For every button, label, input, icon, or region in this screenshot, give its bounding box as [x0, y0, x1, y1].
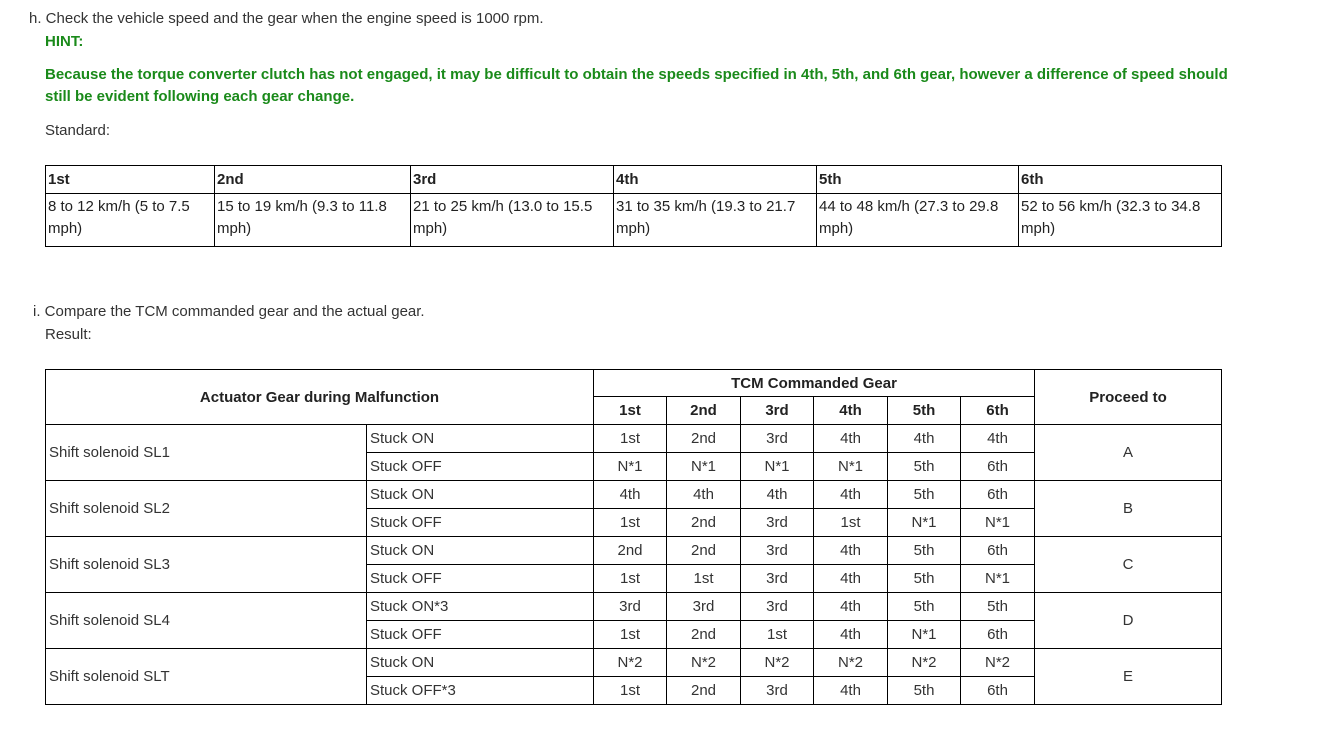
malfunction-mode: Stuck ON*3 — [367, 593, 594, 621]
gear-column-header: 6th — [961, 397, 1035, 425]
actual-gear-cell: 1st — [814, 509, 888, 537]
actual-gear-cell: 6th — [961, 453, 1035, 481]
actual-gear-cell: N*2 — [888, 649, 961, 677]
hint-label: HINT: — [45, 33, 84, 50]
step-i-text: i. Compare the TCM commanded gear and the actual gear. — [33, 303, 425, 320]
std-gear-header: 6th — [1019, 166, 1222, 194]
proceed-to-cell: E — [1035, 649, 1222, 705]
solenoid-name: Shift solenoid SL3 — [46, 537, 367, 593]
actual-gear-cell: 3rd — [741, 593, 814, 621]
malfunction-mode: Stuck OFF — [367, 509, 594, 537]
proceed-to-cell: A — [1035, 425, 1222, 481]
std-speed-value: 44 to 48 km/h (27.3 to 29.8 mph) — [817, 194, 1019, 247]
actual-gear-cell: 4th — [814, 593, 888, 621]
actual-gear-cell: N*2 — [741, 649, 814, 677]
std-gear-header: 3rd — [411, 166, 614, 194]
std-gear-header: 1st — [46, 166, 215, 194]
proceed-to-header: Proceed to — [1035, 370, 1222, 425]
solenoid-name: Shift solenoid SL1 — [46, 425, 367, 481]
gear-column-header: 1st — [594, 397, 667, 425]
actual-gear-cell: 6th — [961, 621, 1035, 649]
actual-gear-cell: N*1 — [814, 453, 888, 481]
actual-gear-cell: 1st — [594, 621, 667, 649]
actual-gear-cell: 3rd — [741, 565, 814, 593]
actual-gear-cell: 2nd — [594, 537, 667, 565]
actual-gear-cell: 4th — [741, 481, 814, 509]
actual-gear-cell: 2nd — [667, 425, 741, 453]
actual-gear-cell: 2nd — [667, 537, 741, 565]
result-row — [46, 537, 1222, 565]
proceed-to-cell: C — [1035, 537, 1222, 593]
actual-gear-cell: 5th — [888, 593, 961, 621]
actual-gear-cell: 5th — [888, 537, 961, 565]
actual-gear-cell: N*1 — [961, 565, 1035, 593]
result-row — [46, 593, 1222, 621]
malfunction-mode: Stuck OFF*3 — [367, 677, 594, 705]
result-row — [46, 649, 1222, 677]
gear-column-header: 2nd — [667, 397, 741, 425]
actual-gear-cell: 6th — [961, 677, 1035, 705]
gear-column-header: 5th — [888, 397, 961, 425]
actual-gear-cell: 4th — [814, 481, 888, 509]
actual-gear-cell: 6th — [961, 537, 1035, 565]
actual-gear-cell: 2nd — [667, 621, 741, 649]
actual-gear-cell: N*2 — [667, 649, 741, 677]
step-h-text: h. Check the vehicle speed and the gear when the engine speed is 1000 rpm. — [29, 10, 544, 27]
gear-column-header: 3rd — [741, 397, 814, 425]
actual-gear-cell: 4th — [814, 537, 888, 565]
actual-gear-cell: 6th — [961, 481, 1035, 509]
actual-gear-cell: 4th — [667, 481, 741, 509]
actual-gear-cell: N*1 — [888, 509, 961, 537]
result-row — [46, 481, 1222, 509]
actual-gear-cell: 4th — [888, 425, 961, 453]
actual-gear-cell: 4th — [814, 565, 888, 593]
actual-gear-cell: 1st — [594, 677, 667, 705]
std-speed-value: 21 to 25 km/h (13.0 to 15.5 mph) — [411, 194, 614, 247]
actual-gear-cell: 2nd — [667, 509, 741, 537]
malfunction-mode: Stuck OFF — [367, 453, 594, 481]
std-gear-header: 4th — [614, 166, 817, 194]
actual-gear-cell: 4th — [814, 621, 888, 649]
actual-gear-cell: 4th — [814, 425, 888, 453]
actual-gear-cell: 3rd — [741, 425, 814, 453]
std-speed-value: 52 to 56 km/h (32.3 to 34.8 mph) — [1019, 194, 1222, 247]
malfunction-mode: Stuck ON — [367, 425, 594, 453]
actual-gear-cell: 1st — [741, 621, 814, 649]
actual-gear-cell: 5th — [888, 453, 961, 481]
malfunction-mode: Stuck ON — [367, 537, 594, 565]
actual-gear-cell: N*1 — [741, 453, 814, 481]
actual-gear-cell: N*2 — [814, 649, 888, 677]
proceed-to-cell: D — [1035, 593, 1222, 649]
actual-gear-cell: 1st — [667, 565, 741, 593]
actual-gear-cell: N*2 — [594, 649, 667, 677]
actual-gear-cell: 3rd — [741, 537, 814, 565]
std-speed-value: 31 to 35 km/h (19.3 to 21.7 mph) — [614, 194, 817, 247]
result-label: Result: — [45, 326, 92, 343]
result-row — [46, 425, 1222, 453]
std-gear-header: 2nd — [215, 166, 411, 194]
actual-gear-cell: 3rd — [741, 677, 814, 705]
proceed-to-cell: B — [1035, 481, 1222, 537]
actual-gear-cell: 1st — [594, 509, 667, 537]
standard-speed-table — [45, 165, 1222, 247]
result-table — [45, 369, 1222, 705]
actual-gear-cell: N*1 — [888, 621, 961, 649]
malfunction-mode: Stuck ON — [367, 481, 594, 509]
malfunction-mode: Stuck OFF — [367, 621, 594, 649]
solenoid-name: Shift solenoid SL2 — [46, 481, 367, 537]
actual-gear-cell: 1st — [594, 565, 667, 593]
actual-gear-cell: 3rd — [741, 509, 814, 537]
actual-gear-cell: 1st — [594, 425, 667, 453]
malfunction-mode: Stuck ON — [367, 649, 594, 677]
solenoid-name: Shift solenoid SLT — [46, 649, 367, 705]
actual-gear-cell: 5th — [961, 593, 1035, 621]
gear-column-header: 4th — [814, 397, 888, 425]
actual-gear-cell: N*1 — [961, 509, 1035, 537]
actual-gear-cell: 3rd — [594, 593, 667, 621]
malfunction-mode: Stuck OFF — [367, 565, 594, 593]
actual-gear-cell: 4th — [961, 425, 1035, 453]
actual-gear-cell: 5th — [888, 677, 961, 705]
actual-gear-cell: N*2 — [961, 649, 1035, 677]
std-gear-header: 5th — [817, 166, 1019, 194]
hint-text: Because the torque converter clutch has not engaged, it may be difficult to obtain the speeds specified in 4th, 5th, and 6th gear, however a difference of speed should still be evident following each gear change. — [45, 66, 1228, 105]
actual-gear-cell: 4th — [814, 677, 888, 705]
actual-gear-cell: 2nd — [667, 677, 741, 705]
actual-gear-cell: 3rd — [667, 593, 741, 621]
actuator-gear-header: Actuator Gear during Malfunction — [46, 370, 594, 425]
actual-gear-cell: 5th — [888, 481, 961, 509]
tcm-commanded-gear-header: TCM Commanded Gear — [594, 370, 1035, 397]
std-speed-value: 15 to 19 km/h (9.3 to 11.8 mph) — [215, 194, 411, 247]
actual-gear-cell: N*1 — [667, 453, 741, 481]
actual-gear-cell: N*1 — [594, 453, 667, 481]
actual-gear-cell: 5th — [888, 565, 961, 593]
solenoid-name: Shift solenoid SL4 — [46, 593, 367, 649]
std-speed-value: 8 to 12 km/h (5 to 7.5 mph) — [46, 194, 215, 247]
standard-label: Standard: — [45, 122, 111, 139]
actual-gear-cell: 4th — [594, 481, 667, 509]
